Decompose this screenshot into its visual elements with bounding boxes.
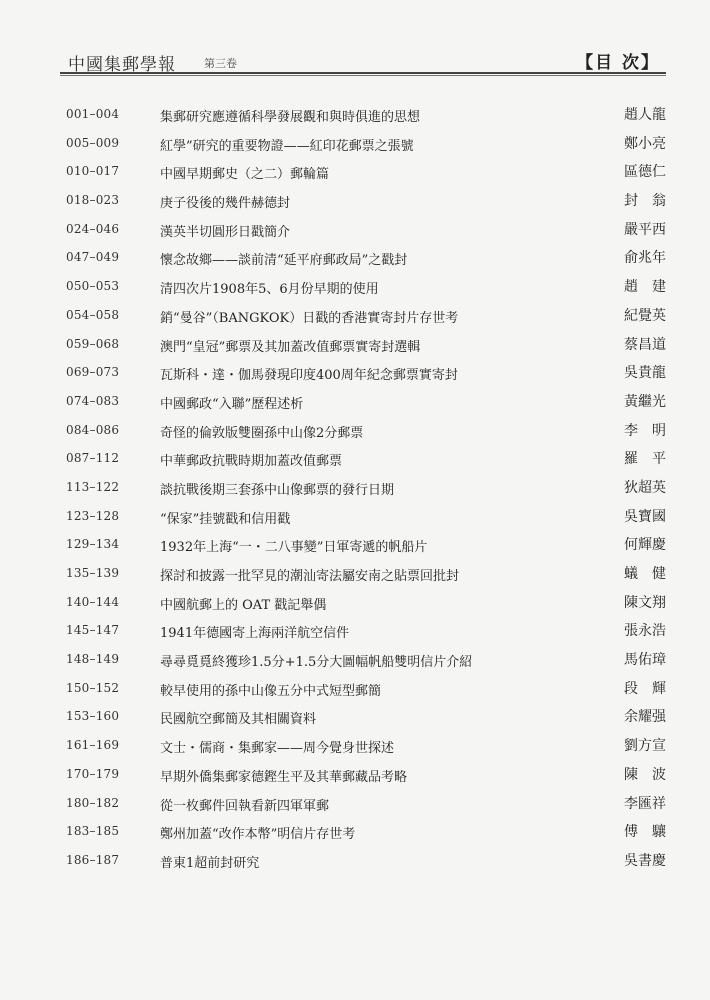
toc-entry-author: 張永浩 (624, 623, 666, 640)
toc-entry-title: 文士・儒商・集郵家——周今覺身世探述 (160, 741, 395, 757)
toc-entry-pages: 140–144 (66, 594, 120, 609)
toc-entry-author: 陳文翔 (624, 594, 666, 611)
toc-entry-pages: 148–149 (66, 652, 120, 667)
toc-entry-author: 劉方宣 (624, 738, 666, 755)
toc-entry-title: 普東1超前封研究 (160, 855, 260, 871)
toc-entry-pages: 186–187 (66, 852, 120, 867)
toc-entry-pages: 170–179 (66, 766, 120, 781)
toc-entry-author: 紀覺英 (624, 307, 666, 324)
toc-entry-author: 狄超英 (624, 479, 666, 496)
toc-entry-title: 漢英半切圓形日戳簡介 (160, 224, 291, 240)
toc-entry-pages: 113–122 (66, 479, 120, 494)
toc-entry-title: 中國早期郵史（之二）郵輪篇 (160, 167, 330, 183)
toc-entry-title: 較早使用的孫中山像五分中式短型郵簡 (160, 683, 382, 699)
toc-entry-author: 李匯祥 (624, 795, 666, 812)
volume-label: 第三卷 (204, 57, 237, 70)
toc-entry[interactable] (66, 159, 666, 188)
toc-entry-title: 中國郵政“入聯”歷程述析 (160, 396, 304, 412)
toc-entry-author: 傅 驤 (624, 824, 666, 841)
toc-entry-title: 庚子役後的幾件赫德封 (160, 196, 291, 212)
toc-entry-title: 中華郵政抗戰時期加蓋改值郵票 (160, 454, 343, 470)
toc-entry[interactable] (66, 332, 666, 361)
toc-entry-author: 段 輝 (624, 680, 666, 697)
toc-entry[interactable] (66, 245, 666, 274)
toc-entry-title: 懷念故鄉——談前清“延平府郵政局”之戳封 (160, 253, 408, 269)
toc-entry-pages: 059–068 (66, 336, 120, 351)
toc-entry-pages: 153–160 (66, 709, 120, 724)
toc-entry-pages: 123–128 (66, 508, 120, 523)
toc-entry[interactable] (66, 676, 666, 705)
toc-entry-author: 李 明 (624, 422, 666, 439)
toc-entry-pages: 087–112 (66, 451, 120, 466)
header-rule (60, 72, 666, 74)
toc-entry[interactable] (66, 561, 666, 590)
toc-entry-title: 探討和披露一批罕見的潮汕寄法屬安南之貼票回批封 (160, 569, 460, 584)
toc-entry-title: 鄭州加蓋“改作本幣”明信片存世考 (160, 827, 356, 843)
toc-entry[interactable] (66, 446, 666, 475)
toc-entry-author: 趙人龍 (624, 107, 666, 123)
toc-entry-title: 尋尋覓覓終獲珍1.5分+1.5分大圖幅帆船雙明信片介紹 (160, 655, 473, 671)
toc-entry-title: 銷“曼谷”（BANGKOK）日戳的香港實寄封片存世考 (160, 310, 459, 326)
toc-entry-pages: 161–169 (66, 738, 120, 753)
toc-entry-author: 區德仁 (624, 164, 666, 181)
toc-entry-pages: 135–139 (66, 566, 120, 580)
toc-entry-pages: 074–083 (66, 393, 120, 408)
toc-entry-title: 1932年上海“一・二八事變”日軍寄遞的帆船片 (160, 540, 428, 556)
toc-entry[interactable] (66, 590, 666, 619)
toc-label: 【目 次】 (576, 53, 660, 73)
toc-entry-title: 從一枚郵件回執看新四軍軍郵 (160, 798, 330, 814)
toc-entry[interactable] (66, 389, 666, 418)
toc-entry-author: 吳寶國 (624, 508, 666, 525)
toc-entry-title: 奇怪的倫敦版雙圈孫中山像2分郵票 (160, 425, 364, 441)
toc-entry-title: 民國航空郵簡及其相關資料 (160, 712, 317, 728)
toc-entry[interactable] (66, 418, 666, 447)
toc-entry-author: 趙 建 (624, 279, 666, 296)
toc-entry-title: 紅學”研究的重要物證——紅印花郵票之張號 (160, 138, 414, 154)
journal-title: 中國集郵學報 (68, 55, 176, 75)
toc-entry-author: 陳 波 (624, 766, 666, 783)
toc-entry-title: 中國航郵上的 OAT 戳記舉偶 (160, 597, 327, 613)
toc-entry[interactable] (66, 791, 666, 820)
toc-entry-pages: 054–058 (66, 307, 120, 322)
toc-entry-author: 封 翁 (624, 193, 666, 210)
toc-entry-title: 清四次片1908年5、6月份早期的使用 (160, 282, 379, 298)
toc-entry-pages: 084–086 (66, 422, 120, 437)
toc-entry-pages: 150–152 (66, 680, 120, 695)
toc-entry-author: 俞兆年 (624, 250, 666, 267)
toc-entry-author: 吳書慶 (624, 852, 666, 869)
toc-entry-title: “保家”挂號戳和信用戳 (160, 511, 291, 527)
toc-entry-pages: 001–004 (66, 107, 120, 121)
toc-entry[interactable] (66, 647, 666, 676)
toc-entry-pages: 018–023 (66, 193, 120, 208)
toc-entry-title: 談抗戰後期三套孫中山像郵票的發行日期 (160, 482, 395, 498)
toc-entry[interactable] (66, 762, 666, 791)
toc-entry-pages: 010–017 (66, 164, 120, 179)
toc-entry[interactable] (66, 102, 666, 131)
toc-entry[interactable] (66, 274, 666, 303)
toc-entry-author: 鄭小亮 (624, 135, 666, 152)
toc-entry-pages: 024–046 (66, 221, 120, 236)
toc-entry-author: 蔡昌道 (624, 336, 666, 353)
toc-entry-pages: 047–049 (66, 250, 120, 265)
toc-entry-author: 黃繼光 (624, 393, 666, 410)
toc-entry[interactable] (66, 475, 666, 504)
header-rule-thin (60, 75, 666, 76)
toc-entry-author: 馬佑璋 (624, 652, 666, 669)
toc-entry-pages: 129–134 (66, 537, 120, 552)
toc-entry-title: 集郵研究應遵循科學發展觀和與時俱進的思想 (160, 110, 421, 125)
page-header (60, 42, 660, 75)
toc-entry-title: 澳門“皇冠”郵票及其加蓋改值郵票實寄封選輯 (160, 339, 421, 355)
toc-entry-author: 羅 平 (624, 451, 666, 468)
toc-entry[interactable] (66, 303, 666, 332)
toc-entry[interactable] (66, 360, 666, 389)
table-of-contents (66, 102, 666, 877)
toc-entry-title: 1941年德國寄上海兩洋航空信件 (160, 626, 350, 642)
toc-entry[interactable] (66, 733, 666, 762)
toc-entry-pages: 005–009 (66, 135, 120, 150)
toc-entry-author: 蟻 健 (624, 566, 666, 582)
toc-entry-title: 早期外僑集郵家德鏗生平及其華郵藏品考略 (160, 769, 408, 785)
toc-entry[interactable] (66, 504, 666, 533)
toc-entry-author: 何輝慶 (624, 537, 666, 554)
toc-entry-author: 余耀强 (624, 709, 666, 726)
toc-entry-title: 瓦斯科・達・伽馬發現印度400周年紀念郵票實寄封 (160, 368, 458, 384)
toc-entry-pages: 050–053 (66, 279, 120, 294)
toc-entry[interactable] (66, 618, 666, 647)
toc-entry[interactable] (66, 532, 666, 561)
toc-entry-author: 吳貴龍 (624, 365, 666, 382)
toc-entry[interactable] (66, 217, 666, 246)
toc-entry[interactable] (66, 188, 666, 217)
toc-entry[interactable] (66, 819, 666, 848)
toc-entry-pages: 183–185 (66, 824, 120, 839)
toc-entry-pages: 069–073 (66, 365, 120, 380)
toc-entry-pages: 180–182 (66, 795, 120, 810)
toc-entry[interactable] (66, 704, 666, 733)
toc-entry[interactable] (66, 848, 666, 877)
toc-entry-pages: 145–147 (66, 623, 120, 638)
toc-entry-author: 嚴平西 (624, 221, 666, 238)
toc-entry[interactable] (66, 131, 666, 160)
